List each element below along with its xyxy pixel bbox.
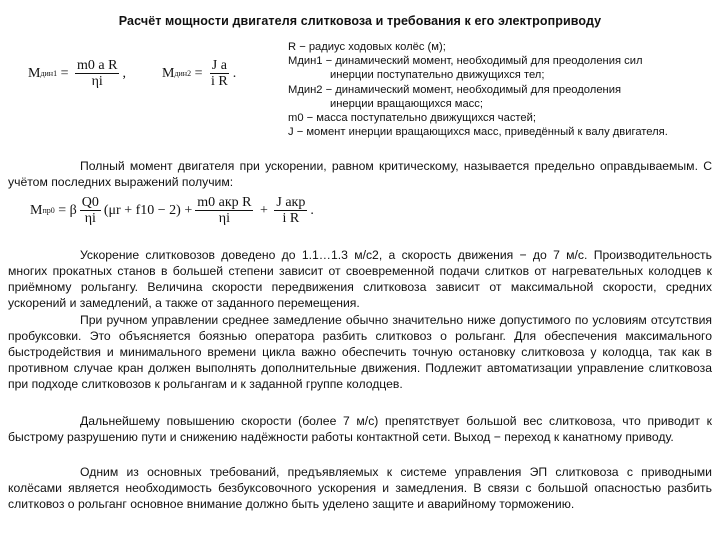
formula-fraction	[80, 195, 101, 226]
variable-legend	[288, 40, 708, 139]
legend-row: m0 − масса поступательно движущихся частей;	[288, 112, 537, 125]
fraction-denominator: i R	[211, 74, 228, 89]
fraction-denominator: ηi	[84, 211, 96, 226]
paragraph-text: При ручном управлении среднее замедление обычно значительно ниже допустимого по условиям отсутствия пробуксовки. Это объясняется боязнью оператора разбить слитковоз о рольганг. Для обеспечения максимального быстродействия и минимального времени цикла важно обеспечить точную остановку слитковоза у колодца, так как в противном случае кран должен выполнять дополнительные движения. Подлежит автоматизации управление слитковоза при подходе слитковозов к рольгангам и к заданной группе колодцев.	[8, 313, 712, 391]
formula-tail: ,	[122, 65, 126, 81]
legend-row: R − радиус ходовых колёс (м);	[288, 41, 446, 53]
paragraph-text: Дальнейшему повышению скорости (более 7 м/с) препятствует большой вес слитковоза, что приводит к быстрому разрушению пути и снижению надёжности работы контактной сети. Выход − переход к канатному приводу.	[8, 414, 712, 444]
fraction-denominator: ηi	[91, 74, 103, 89]
formula-eq: = β	[54, 202, 77, 218]
formula-lhs-sub: пр0	[42, 206, 55, 215]
fraction-numerator: m0 a R	[77, 58, 118, 73]
legend-row: инерции поступательно движущихся тел;	[330, 69, 545, 82]
paragraph-5	[8, 465, 712, 513]
fraction-denominator: ηi	[218, 211, 230, 226]
formula-fraction	[195, 195, 253, 226]
formula-lhs-sub: дин2	[174, 69, 192, 78]
fraction-numerator: J aкр	[276, 195, 306, 210]
formula-lhs: M	[162, 65, 175, 81]
fraction-numerator: m0 aкр R	[197, 195, 252, 210]
formula-plus: +	[256, 202, 272, 218]
formula-eq: =	[57, 65, 72, 81]
formula-eq: =	[191, 65, 206, 81]
page-title: Расчёт мощности двигателя слитковоза и требования к его электроприводу	[118, 14, 602, 28]
legend-row: J − момент инерции вращающихся масс, приведённый к валу двигателя.	[288, 126, 668, 139]
formula-mdin2	[162, 58, 236, 89]
fraction-numerator: Q0	[81, 195, 99, 210]
legend-row: Mдин2 − динамический момент, необходимый для преодоления	[288, 83, 622, 96]
formula-mpr0	[30, 195, 314, 226]
fraction-numerator: J a	[211, 58, 227, 73]
paragraph-3	[8, 313, 712, 393]
paragraph-2	[8, 248, 712, 312]
paragraph-1	[8, 159, 712, 191]
formula-lhs-sub: дин1	[40, 69, 58, 78]
formula-middle: (μr + f10 − 2) +	[103, 202, 193, 218]
formula-lhs: M	[30, 202, 43, 218]
paragraph-text: Одним из основных требований, предъявляемых к системе управления ЭП слитковоза с приводными колёсами является необходимость безбуксовочного ускорения и замедления. В связи с большой опасностью разбить слитковоз о рольганг основное внимание должно быть уделено защите и аварийному торможению.	[8, 465, 712, 511]
formula-fraction	[209, 58, 230, 89]
fraction-denominator: i R	[282, 211, 300, 226]
formula-fraction	[75, 58, 119, 89]
legend-row: инерции вращающихся масс;	[330, 97, 483, 110]
formula-mdin1	[28, 58, 126, 89]
legend-row: Mдин1 − динамический момент, необходимый для преодоления сил	[288, 55, 643, 68]
formula-lhs: M	[28, 65, 41, 81]
formula-tail: .	[232, 65, 237, 81]
paragraph-4	[8, 414, 712, 446]
paragraph-text: Ускорение слитковозов доведено до 1.1…1.3 м/с2, а скорость движения − до 7 м/с. Производительность многих прокатных станов в большей степени зависит от своевременной подачи слитков от нагревательных колодцев к приёмному рольгангу. Величина скорости передвижения слитковоза зависит от максимальной скорости, средних ускорений и замедлений, а также от заданного перемещения.	[8, 248, 712, 310]
formula-fraction	[274, 195, 307, 226]
formula-tail: .	[310, 202, 314, 218]
paragraph-text: Полный момент двигателя при ускорении, равном критическому, называется предельно оправдываемым. С учётом последних выражений получим:	[8, 159, 712, 189]
